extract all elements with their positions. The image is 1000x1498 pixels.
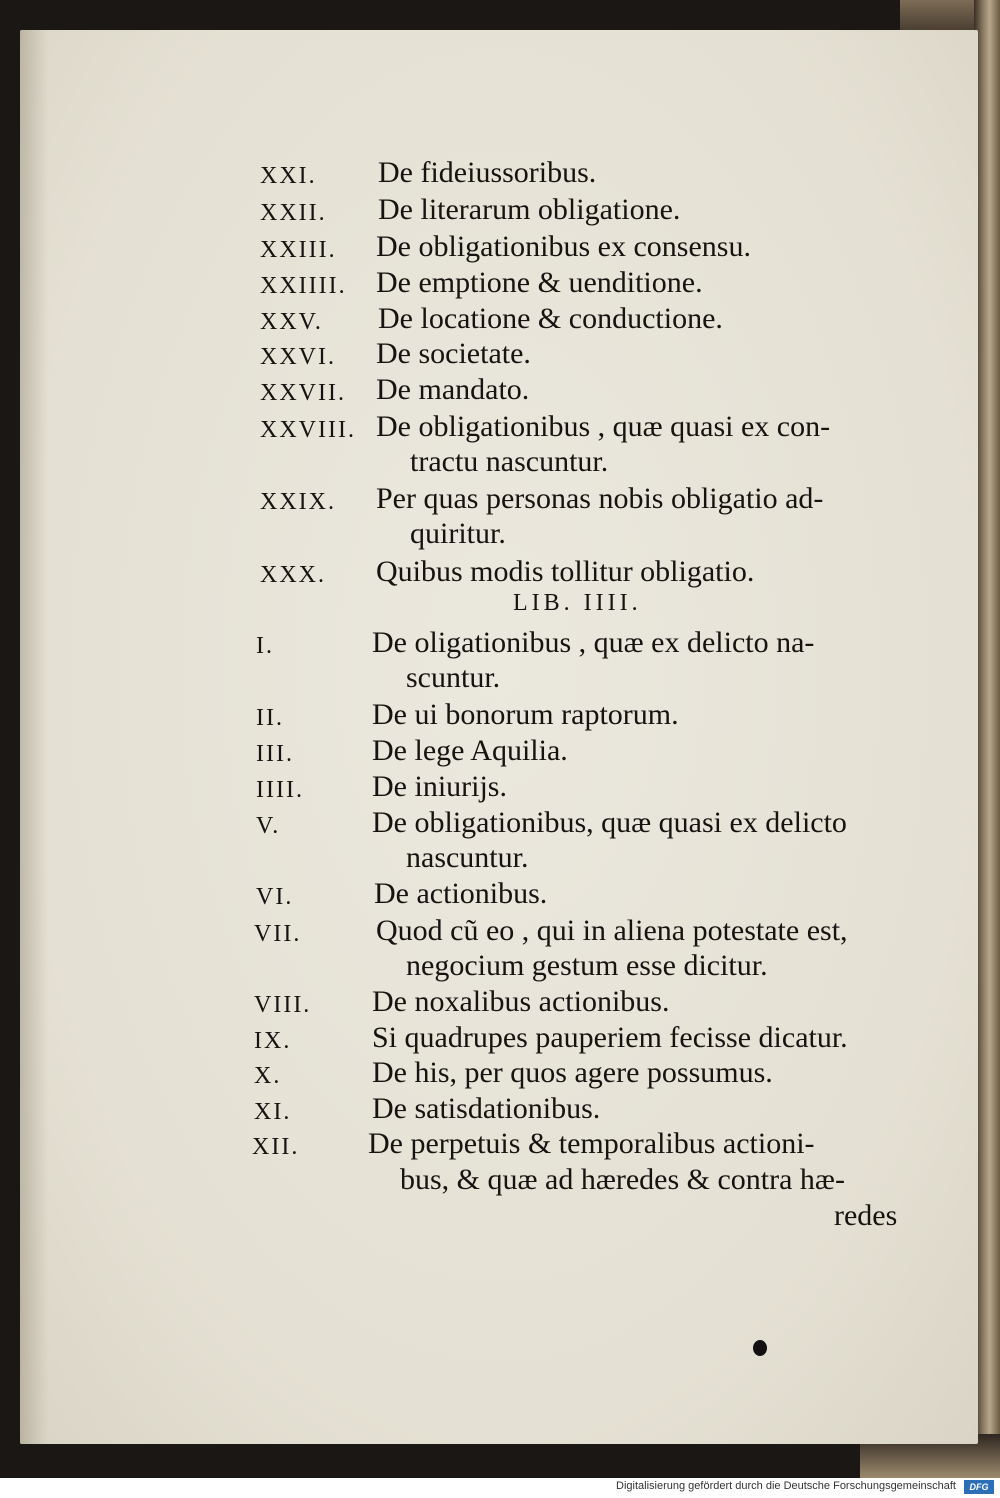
entry-title-continued: scuntur. <box>406 661 501 694</box>
entry-title: De lege Aquilia. <box>372 734 568 767</box>
entry-number: XXVI. <box>260 344 336 370</box>
entry-number: II. <box>256 705 284 731</box>
entry-number: XXII. <box>260 200 327 226</box>
entry-title: Quibus modis tollitur obligatio. <box>376 555 755 588</box>
dfg-logo: DFG <box>964 1480 994 1494</box>
digitization-footer <box>0 1478 1000 1498</box>
entry-title: De oligationibus , quæ ex delicto na- <box>372 626 815 659</box>
entry-number: IIII. <box>256 777 304 803</box>
page-mark-dot <box>753 1340 767 1356</box>
entry-number: XXIX. <box>260 489 336 515</box>
entry-title: De obligationibus , quæ quasi ex con- <box>376 410 831 443</box>
entry-title: De obligationibus, quæ quasi ex delicto <box>372 806 847 839</box>
entry-number: XXIII. <box>260 237 337 263</box>
entry-number: XXIIII. <box>260 273 347 299</box>
entry-number: VIII. <box>254 992 312 1018</box>
entry-title: De emptione & uenditione. <box>376 266 703 299</box>
entry-title-continued: nascuntur. <box>406 841 529 874</box>
entry-title-continued: negocium gestum esse dicitur. <box>406 949 768 982</box>
entry-title: Si quadrupes pauperiem fecisse dicatur. <box>372 1021 848 1054</box>
entry-title: De locatione & conductione. <box>378 302 723 335</box>
entry-title-continued: tractu nascuntur. <box>410 445 609 478</box>
book-heading: LIB. IIII. <box>513 590 642 616</box>
entry-title: De mandato. <box>376 373 530 406</box>
entry-number: XXI. <box>260 163 317 189</box>
entry-number: VII. <box>254 921 302 947</box>
entry-title: De societate. <box>376 337 531 370</box>
entry-number: V. <box>256 813 281 839</box>
entry-title: De satisdationibus. <box>372 1092 601 1125</box>
entry-title-continued: redes <box>834 1199 898 1232</box>
entry-number: XXVIII. <box>260 417 356 443</box>
entry-title: De fideiussoribus. <box>378 156 597 189</box>
entry-title: De ui bonorum raptorum. <box>372 698 679 731</box>
entry-title: De perpetuis & temporalibus actioni- <box>368 1127 815 1160</box>
entry-title: De obligationibus ex consensu. <box>376 230 751 263</box>
entry-title: De iniurijs. <box>372 770 507 803</box>
entry-number: XXVII. <box>260 380 346 406</box>
entry-number: IX. <box>254 1028 292 1054</box>
entry-number: XI. <box>254 1099 292 1125</box>
entry-title-continued: quiritur. <box>410 517 506 550</box>
entry-number: I. <box>256 633 274 659</box>
entry-number: XXX. <box>260 562 326 588</box>
entry-number: X. <box>254 1063 282 1089</box>
entry-title: De noxalibus actionibus. <box>372 985 670 1018</box>
entry-number: III. <box>256 741 294 767</box>
entry-title-continued: bus, & quæ ad hæredes & contra hæ- <box>400 1163 845 1196</box>
footer-credit-text: Digitalisierung gefördert durch die Deutsche Forschungsgemeinschaft <box>616 1480 956 1492</box>
entry-number: VI. <box>256 884 294 910</box>
entry-title: De his, per quos agere possumus. <box>372 1056 773 1089</box>
entry-number: XXV. <box>260 309 323 335</box>
entry-number: XII. <box>252 1134 300 1160</box>
entry-title: De literarum obligatione. <box>378 193 681 226</box>
entry-title: De actionibus. <box>374 877 548 910</box>
entry-title: Per quas personas nobis obligatio ad- <box>376 482 824 515</box>
entry-title: Quod cũ eo , qui in aliena potestate est, <box>376 914 848 947</box>
